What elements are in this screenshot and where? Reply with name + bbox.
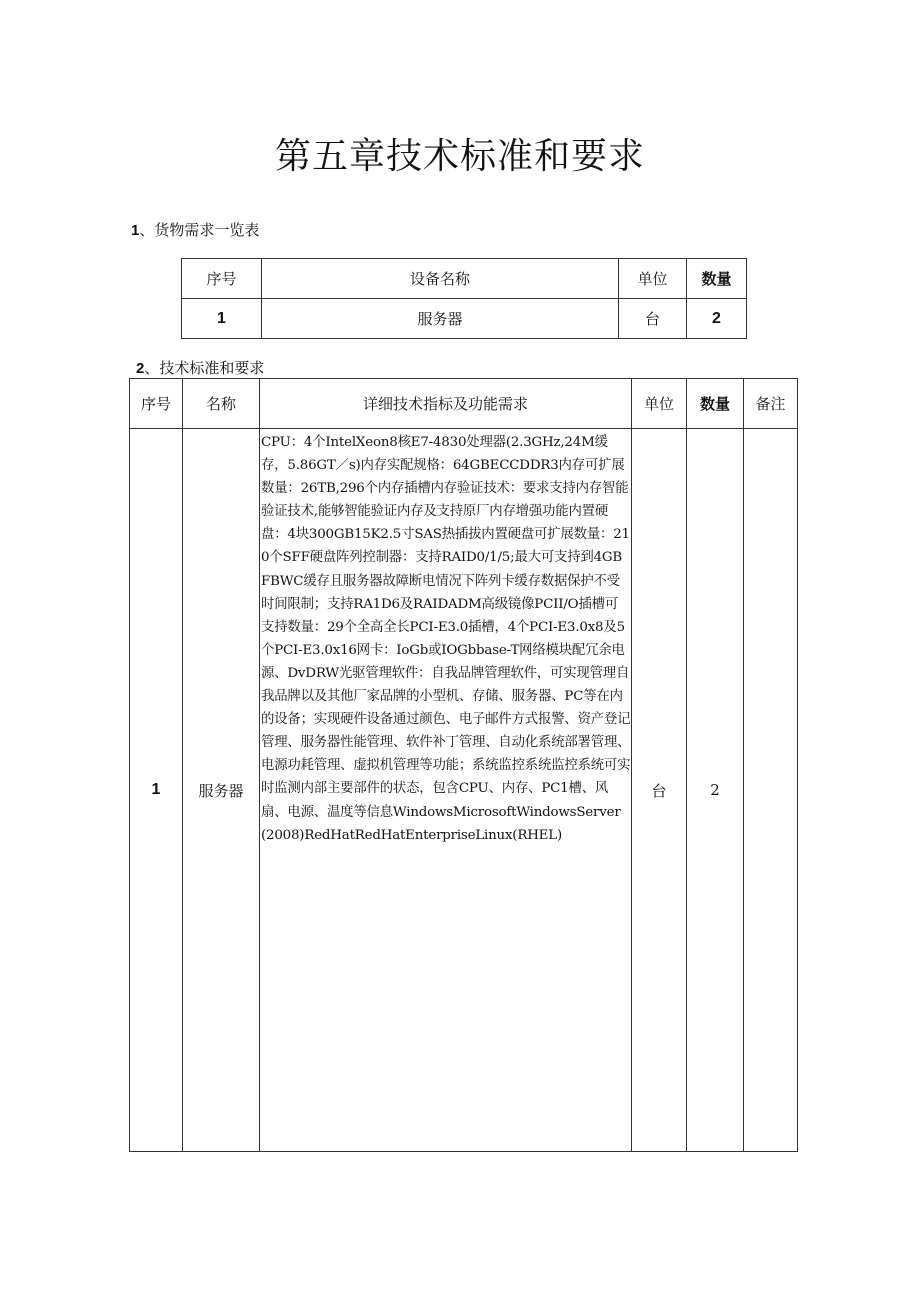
header-index: 序号 — [182, 259, 262, 299]
section-1-label: 、货物需求一览表 — [139, 221, 260, 239]
header-quantity: 数量 — [687, 379, 744, 429]
header-unit: 单位 — [619, 259, 687, 299]
header-unit: 单位 — [632, 379, 687, 429]
cell-unit: 台 — [632, 429, 687, 1152]
cell-remark — [744, 429, 798, 1152]
header-spec: 详细技术指标及功能需求 — [260, 379, 632, 429]
section-1-number: 1 — [131, 222, 140, 239]
header-name: 名称 — [183, 379, 260, 429]
page-title: 第五章技术标准和要求 — [274, 136, 645, 177]
cell-index: 1 — [182, 299, 262, 339]
cell-spec: CPU：4个IntelXeon8核E7-4830处理器(2.3GHz,24M缓存，5.86GT／s)内存实配规格：64GBECCDDR3内存可扩展数量：26TB,296个内存插槽内存验证技术：要求支持内存智能验证技术,能够智能验证内存及支持原厂内存增强功能内置硬盘：4块300GB15K2.5寸SAS热插拔内置硬盘可扩展数量：210个SFF硬盘阵列控制器：支持RAID0/1/5;最大可支持到4GBFBWC缓存且服务器故障断电情况下阵列卡缓存数据保护不受时间限制；支持RA1D6及RAIDADM高级镜像PCII/O插槽可支持数量：29个全高全长PCI-E3.0插槽，4个PCI-E3.0x8及5个PCI-E3.0x16网卡：IoGb或IOGbbase-T网络模块配冗余电源、DvDRW光驱管理软件：自我品牌管理软件，可实现管理自我品牌以及其他厂家品牌的小型机、存储、服务器、PC等在内的设备；实现硬件设备通过颜色、电子邮件方式报警、资产登记管理、服务器性能管理、软件补丁管理、自动化系统部署管理、电源功耗管理、虚拟机管理等功能；系统监控系统监控系统可实时监测内部主要部件的状态，包含CPU、内存、PC1槽、风扇、电源、温度等信息WindowsMicrosoftWindowsServer(2008)RedHatRedHatEnterpriseLinux(RHEL) — [260, 429, 632, 1152]
technical-spec-table — [129, 378, 798, 1152]
table-row — [182, 299, 747, 339]
table-header-row — [130, 379, 798, 429]
header-quantity: 数量 — [687, 259, 747, 299]
section-2-label: 、技术标准和要求 — [144, 359, 265, 377]
goods-demand-table — [181, 258, 747, 339]
section-1-heading — [131, 219, 259, 240]
cell-quantity: 2 — [687, 299, 747, 339]
section-2-heading — [136, 357, 264, 378]
header-index: 序号 — [130, 379, 183, 429]
section-2-number: 2 — [136, 360, 145, 377]
header-remark: 备注 — [744, 379, 798, 429]
cell-device-name: 服务器 — [262, 299, 619, 339]
header-device-name: 设备名称 — [262, 259, 619, 299]
cell-quantity: 2 — [687, 429, 744, 1152]
cell-unit: 台 — [619, 299, 687, 339]
cell-index: 1 — [130, 429, 183, 1152]
cell-name: 服务器 — [183, 429, 260, 1152]
table-header-row — [182, 259, 747, 299]
table-row — [130, 429, 798, 1152]
